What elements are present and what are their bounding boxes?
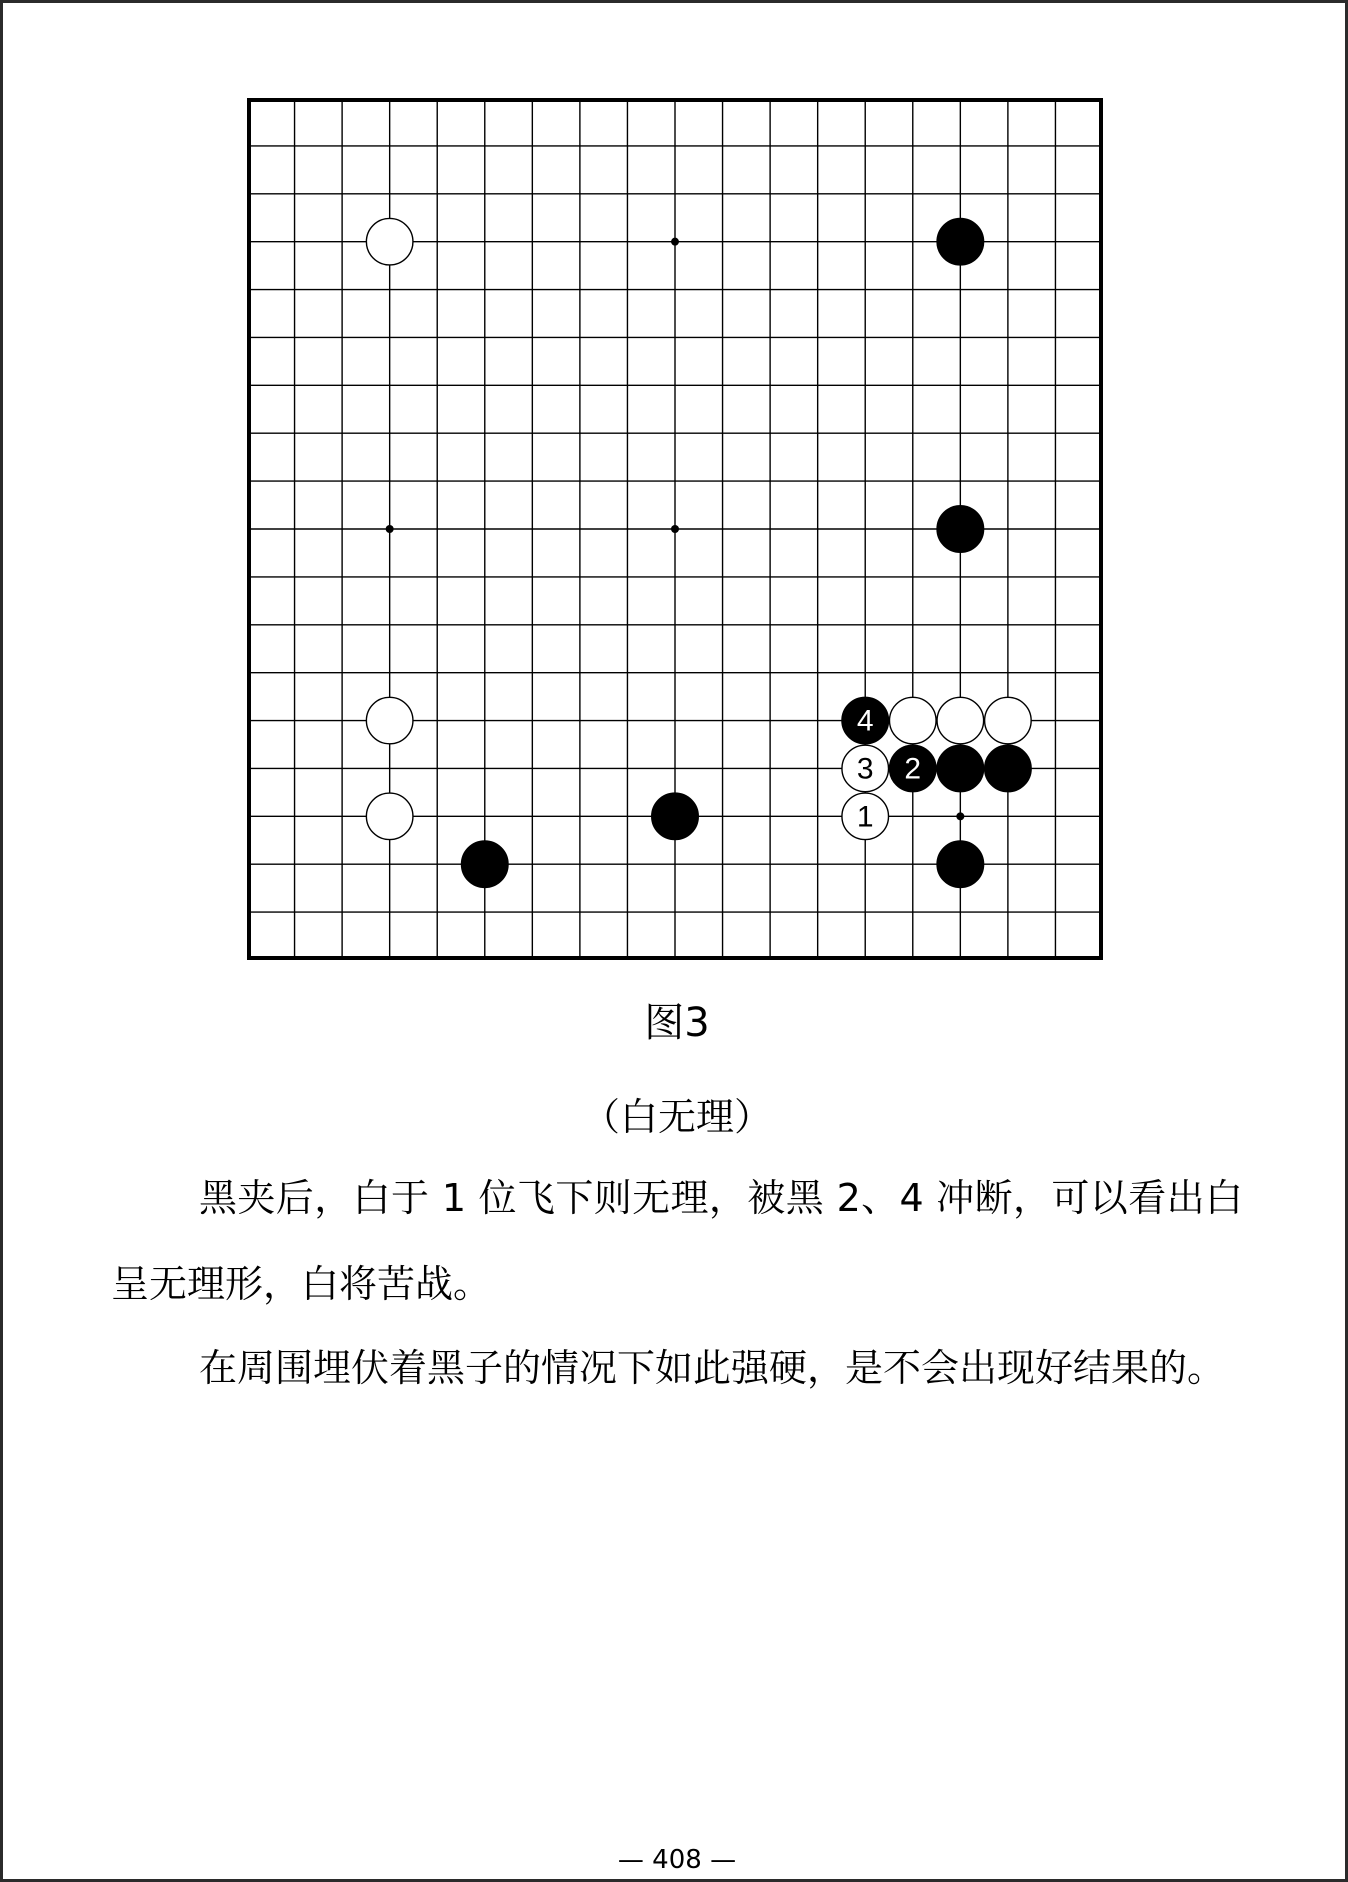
black-stone <box>462 841 509 888</box>
star-point <box>956 812 964 820</box>
white-stone <box>366 218 413 265</box>
white-stone <box>937 697 984 744</box>
black-stone <box>937 506 984 553</box>
go-board-svg <box>247 98 1103 960</box>
page-number: — 408 — <box>617 1845 737 1875</box>
black-stone <box>652 793 699 840</box>
white-stone <box>985 697 1032 744</box>
black-stone <box>937 841 984 888</box>
stone-move-number: 4 <box>856 704 874 738</box>
star-point <box>386 525 394 533</box>
black-stone <box>937 745 984 792</box>
star-point <box>671 238 679 246</box>
white-stone <box>366 793 413 840</box>
black-stone <box>937 218 984 265</box>
stone-move-number: 3 <box>856 752 874 786</box>
go-board-diagram <box>247 98 1103 960</box>
stone-move-number: 1 <box>856 800 874 834</box>
white-stone <box>366 697 413 744</box>
figure-caption: 图3 <box>644 1000 710 1046</box>
stone-move-number: 2 <box>904 752 922 786</box>
body-paragraph: 在周围埋伏着黑子的情况下如此强硬，是不会出现好结果的。 <box>199 1346 1226 1390</box>
black-stone <box>985 745 1032 792</box>
figure-subtitle: （白无理） <box>581 1095 772 1139</box>
star-point <box>671 525 679 533</box>
body-paragraph: 黑夹后，白于 1 位飞下则无理，被黑 2、4 冲断，可以看出白呈无理形，白将苦战。 <box>111 1176 1243 1306</box>
white-stone <box>890 697 937 744</box>
